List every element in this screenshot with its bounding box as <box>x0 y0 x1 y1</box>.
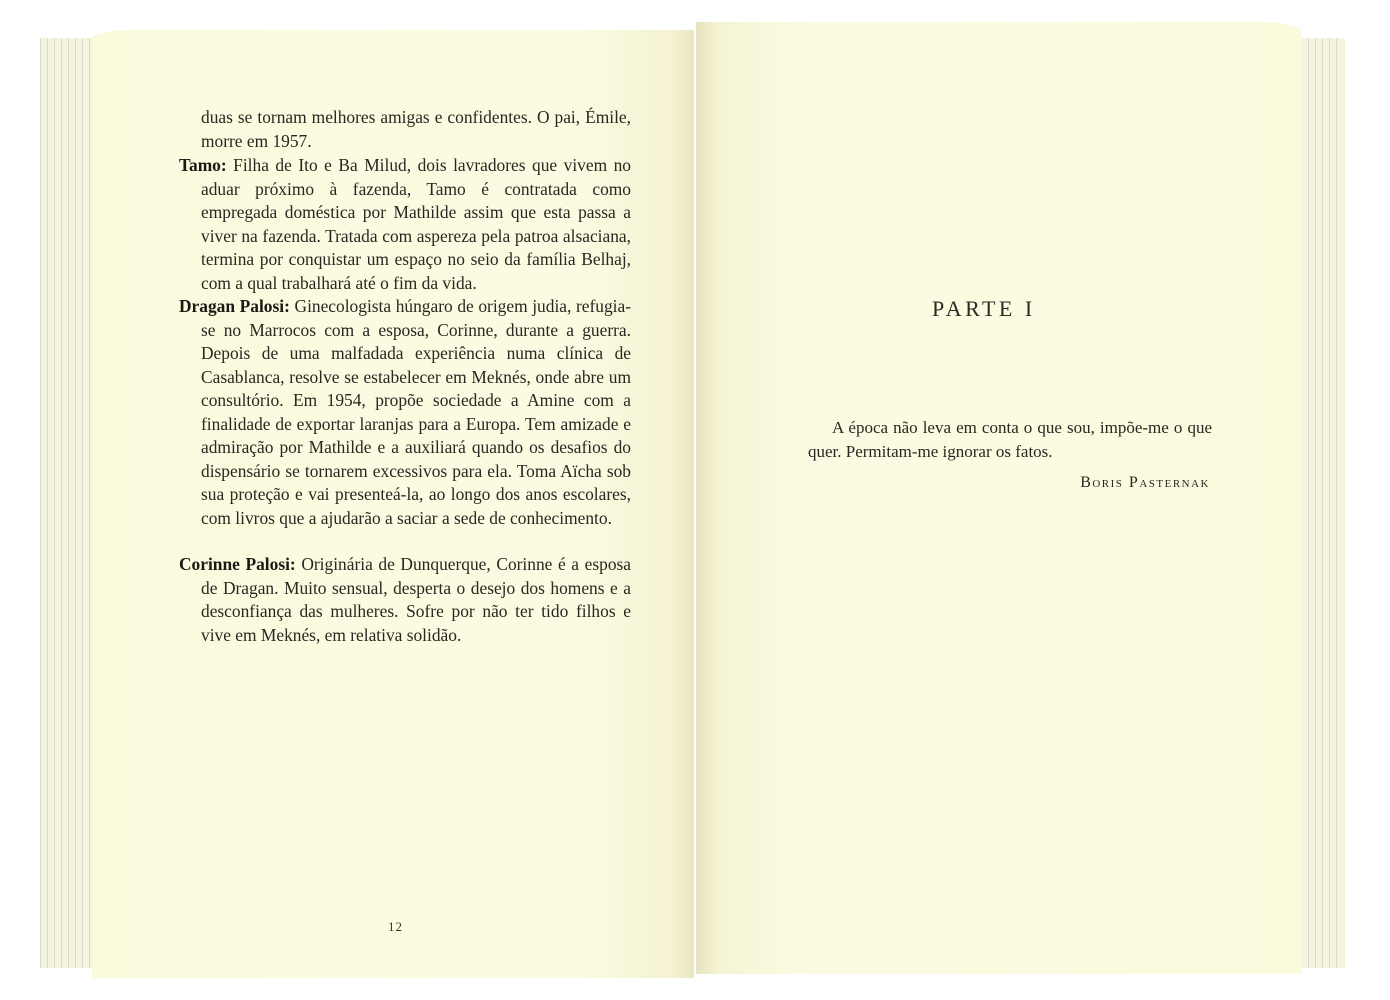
character-description: Originária de Dunquerque, Corinne é a esposa de Dragan. Muito sensual, desperta o desejo dos homens e a desconfiança das mulheres. Sofre por não ter tido filhos e vive em Meknés, em relativa solidão. <box>201 554 631 645</box>
epigraph-author: Boris Pasternak <box>1080 474 1210 491</box>
epigraph-quote: A época não leva em conta o que sou, impõe-me o que quer. Permitam-me ignorar os fatos. <box>808 418 1212 461</box>
page-number: 12 <box>388 919 403 934</box>
character-name: Tamo: <box>179 155 227 175</box>
continuation-text: duas se tornam melhores amigas e confidentes. O pai, Émile, morre em 1957. <box>201 107 631 151</box>
epigraph <box>808 416 1212 463</box>
character-description: Ginecologista húngaro de origem judia, refugia-se no Marrocos com a esposa, Corinne, durante a guerra. Depois de uma malfadada experiência numa clínica de Casablanca, resolve se estabelecer em Meknés, onde abre um consultório. Em 1954, propõe sociedade a Amine com a finalidade de exportar laranjas para a Europa. Tem amizade e admiração por Mathilde e a auxiliará quando os desafios do dispensário se tornarem excessivos para ela. Toma Aïcha sob sua proteção e vai presenteá-la, ao longo dos anos escolares, com livros que a ajudarão a saciar a sede de conhecimento. <box>201 296 631 528</box>
continuation-paragraph <box>179 106 631 153</box>
left-page-edges <box>40 38 100 968</box>
character-entry-tamo <box>179 154 631 295</box>
right-page <box>696 22 1302 974</box>
character-name: Corinne Palosi: <box>179 554 296 574</box>
character-description: Filha de Ito e Ba Milud, dois lavradores que vivem no aduar próximo à fazenda, Tamo é contratada como empregada doméstica por Mathilde assim que esta passa a viver na fazenda. Tratada com aspereza pela patroa alsaciana, termina por conquistar um espaço no seio da família Belhaj, com a qual trabalhará até o fim da vida. <box>201 155 631 293</box>
part-title: PARTE I <box>932 296 1036 321</box>
character-name: Dragan Palosi: <box>179 296 290 316</box>
character-entry-dragan-palosi <box>179 295 631 530</box>
character-entry-corinne-palosi <box>179 553 631 647</box>
